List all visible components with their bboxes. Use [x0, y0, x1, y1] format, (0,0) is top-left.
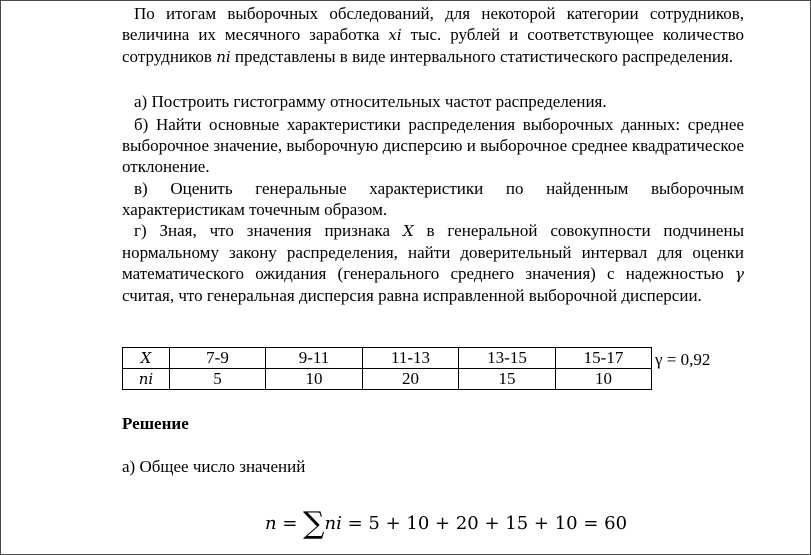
table-cell: 13-15 — [459, 348, 556, 369]
problem-intro: По итогам выборочных обследований, для некоторой категории сотрудников, величина их месячного заработка xi тыс. рублей и соответствующее количество сотрудников ni представлены в виде интервального статистического распределения. — [122, 4, 744, 66]
part-d: г) Зная, что значения признака X в генеральной совокупности подчинены нормальному закону распределения, найти доверительный интервал для оценки математического ожидания (генерального среднего значения) с надежностью γ считая, что генеральная дисперсия равна исправленной выборочной дисперсии. — [122, 221, 744, 305]
var-gamma: γ — [735, 265, 744, 283]
table-row — [123, 348, 652, 369]
table-cell: 15 — [459, 369, 556, 390]
sum-symbol: ∑ — [303, 506, 325, 541]
table-cell: 15-17 — [556, 348, 652, 369]
gamma-value: γ = 0,92 — [655, 350, 711, 369]
formula-var: ni — [324, 513, 342, 534]
table-cell: 5 — [170, 369, 266, 390]
table-cell: 9-11 — [266, 348, 363, 369]
table-cell: 20 — [363, 369, 459, 390]
table-cell: 10 — [266, 369, 363, 390]
part-b: б) Найти основные характеристики распределения выборочных данных: среднее выборочное значение, выборочную дисперсию и выборочное среднее квадратическое отклонение. — [122, 115, 744, 176]
table-cell: 7-9 — [170, 348, 266, 369]
part-c: в) Оценить генеральные характеристики по найденным выборочным характеристикам точечным образом. — [122, 179, 744, 219]
table-row — [123, 369, 652, 390]
table-cell: 11-13 — [363, 348, 459, 369]
table-cell: ni — [123, 369, 170, 390]
step-a-text: а) Общее число значений — [122, 457, 306, 476]
var-x: xi — [388, 26, 402, 44]
distribution-table — [122, 347, 652, 390]
sum-formula: n = ∑ni = 5 + 10 + 20 + 15 + 10 = 60 — [265, 506, 628, 541]
table-cell: X — [123, 348, 170, 369]
table-cell: 10 — [556, 369, 652, 390]
var-X: X — [402, 222, 414, 240]
solution-heading: Решение — [122, 414, 189, 433]
var-n: ni — [216, 48, 231, 66]
part-a: а) Построить гистограмму относительных частот распределения. — [134, 92, 607, 111]
